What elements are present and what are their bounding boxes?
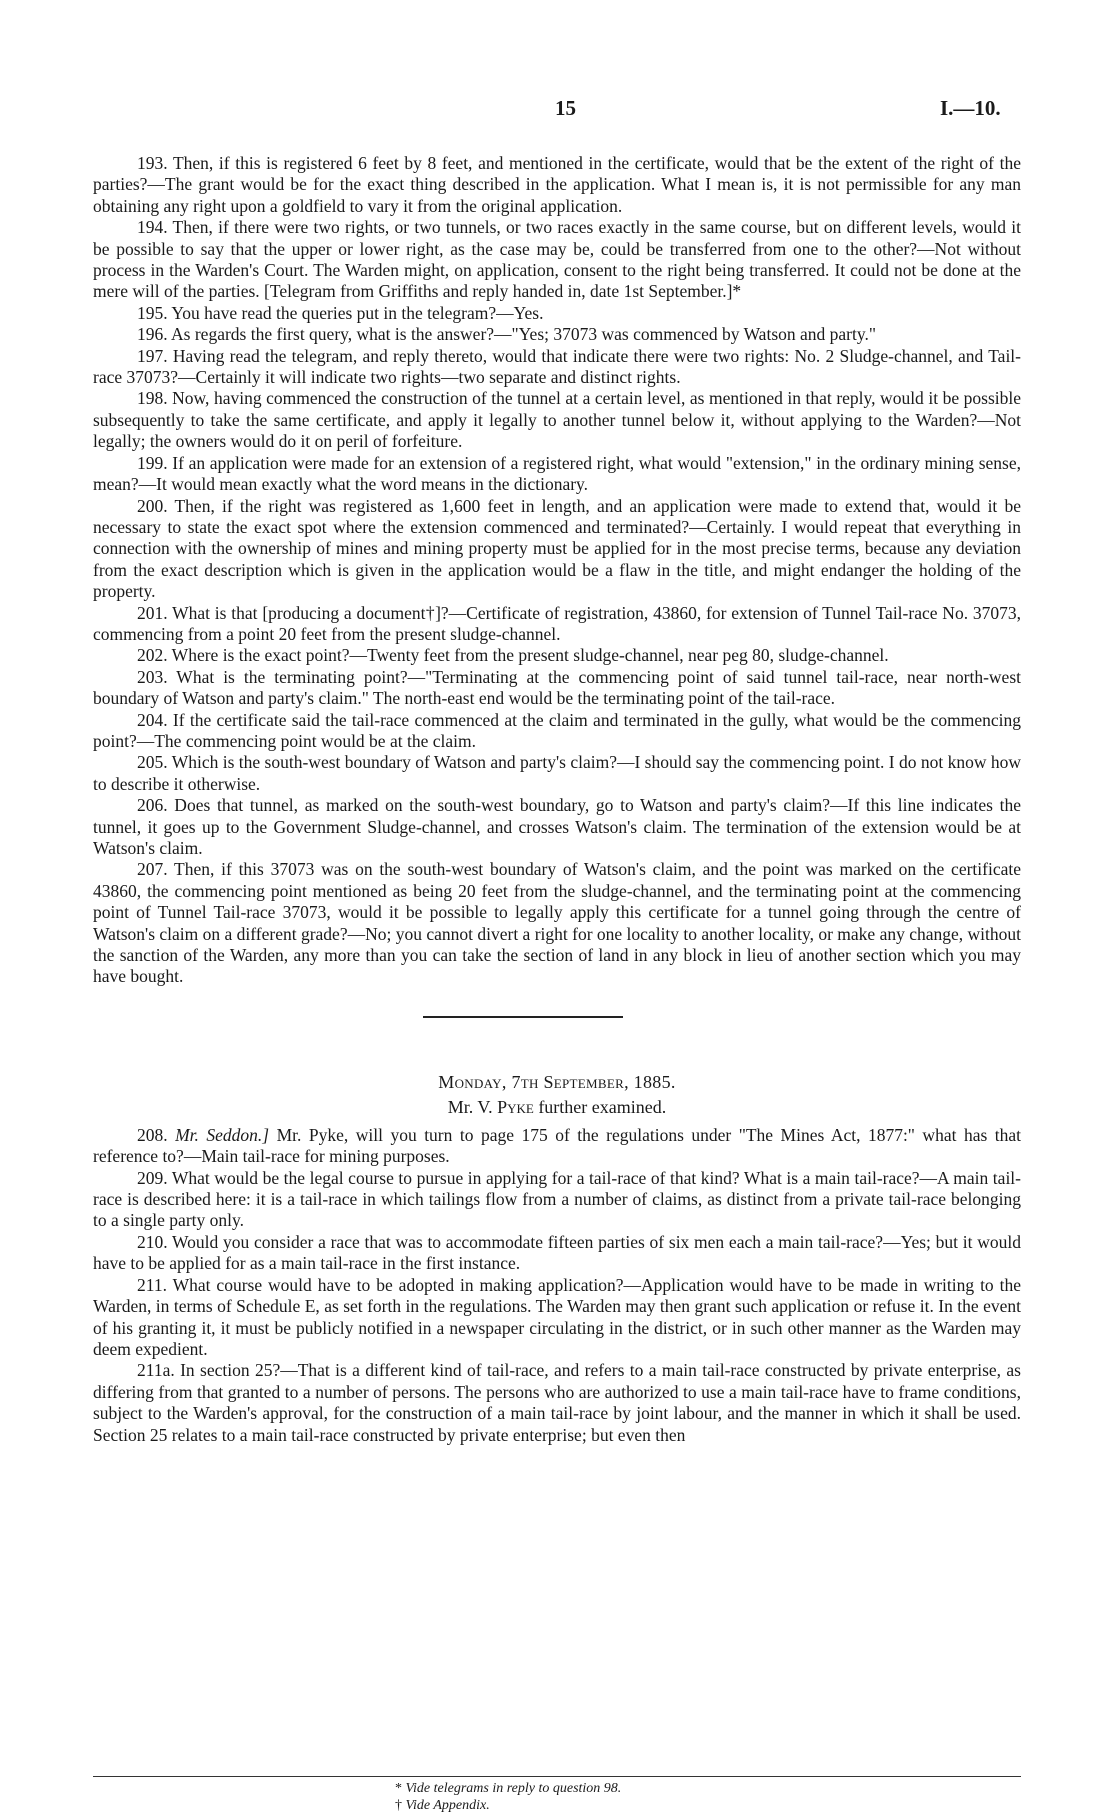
witness-heading [93,1095,1021,1119]
paragraph-194: 194. Then, if there were two rights, or two tunnels, or two races exactly in the same course, but on different levels, would it be possible to say that the upper or lower right, as the case may be, could be transferred from one to the other?—Not without process in the Warden's Court. The Warden might, on application, consent to the right being transferred. It could not be done at the mere will of the parties. [Telegram from Griffiths and reply handed in, date 1st September.]* [93,217,1021,302]
paragraph-210: 210. Would you consider a race that was to accommodate fifteen parties of six men each a main tail-race?—Yes; but it would have to be applied for as a main tail-race in the first instance. [93,1231,1021,1274]
page-reference: I.—10. [940,96,1001,120]
question-number: 208. [137,1124,168,1145]
footnote-text: Vide Appendix. [405,1798,490,1813]
paragraph-200: 200. Then, if the right was registered as 1,600 feet in length, and an application were made to extend that, would it be necessary to state the exact spot where the extension commenced and terminated?—Certainly. I would repeat that everything in connection with the ownership of mines and mining property must be applied for in the most precise terms, because any deviation from the exact description which is given in the application would be a flaw in the title, and might endanger the holding of the property. [93,495,1021,602]
witness-name: Pyke [497,1096,534,1117]
paragraph-203: 203. What is the terminating point?—"Terminating at the commencing point of said tunnel tail-race, near north-west boundary of Watson and party's claim." The north-east end would be the terminating point of the tail-race. [93,666,1021,709]
paragraph-201: 201. What is that [producing a document†]?—Certificate of registration, 43860, for extension of Tunnel Tail-race No. 37073, commencing from a point 20 feet from the present sludge-channel. [93,602,1021,644]
footnote-marker: * [395,1781,402,1796]
section-divider [423,1016,623,1018]
footnote-marker: † [395,1798,402,1813]
paragraph-204: 204. If the certificate said the tail-race commenced at the claim and terminated in the gully, what would be the commencing point?—The commencing point would be at the claim. [93,709,1021,751]
paragraph-205: 205. Which is the south-west boundary of Watson and party's claim?—I should say the commencing point. I do not know how to describe it otherwise. [93,752,1021,794]
paragraph-206: 206. Does that tunnel, as marked on the south-west boundary, go to Watson and party's claim?—If this line indicates the tunnel, it goes up to the Government Sludge-channel, and crosses Watson's claim. The termination of the extension would be at Watson's claim. [93,795,1021,858]
paragraph-208 [93,1125,1021,1168]
footnote-1 [395,1780,995,1797]
paragraph-211a: 211a. In section 25?—That is a different kind of tail-race, and refers to a main tail-race constructed by private enterprise, as differing from that granted to a number of persons. The persons who are authorized to use a main tail-race have to frame conditions, subject to the Warden's approval, for the construction of a main tail-race by joint labour, and the manner in which it shall be used. Section 25 relates to a main tail-race constructed by private enterprise; but even then [93,1360,1021,1445]
page-number: 15 [555,96,576,120]
paragraph-211: 211. What course would have to be adopted in making application?—Application would have to be made in writing to the Warden, in terms of Schedule E, as set forth in the regulations. The Warden may then grant such application or refuse it. In the event of his granting it, it must be publicly notified in a newspaper circulating in the district, or in such other manner as the Warden may deem expedient. [93,1274,1021,1359]
paragraph-207: 207. Then, if this 37073 was on the south-west boundary of Watson's claim, and the point was marked on the certificate 43860, the commencing point mentioned as being 20 feet from the sludge-channel, and the terminating point at the commencing point of Tunnel Tail-race 37073, would it be possible to legally apply this certificate for a tunnel going through the centre of Watson's claim on a different grade?—No; you cannot divert a right for one locality to another locality, or make any change, without the sanction of the Warden, any more than you can take the section of land in any block in lieu of another section which you may have bought. [93,859,1021,987]
witness-suffix: further examined. [538,1096,667,1117]
paragraph-209: 209. What would be the legal course to pursue in applying for a tail-race of that kind? What is a main tail-race?—A main tail-race is described here: it is a tail-race in which tailings flow from a number of claims, as distinct from a private tail-race belonging to a single party only. [93,1167,1021,1231]
paragraph-199: 199. If an application were made for an extension of a registered right, what would "extension," in the ordinary mining sense, mean?—It would mean exactly what the word means in the dictionary. [93,452,1021,495]
section-divider-block [93,988,1021,1017]
footnote-text: Vide telegrams in reply to question 98. [405,1781,622,1796]
witness-prefix: Mr. V. [447,1096,493,1117]
paragraph-202: 202. Where is the exact point?—Twenty feet from the present sludge-channel, near peg 80, sludge-channel. [137,645,889,666]
paragraph-195: 195. You have read the queries put in the telegram?—Yes. [137,302,544,323]
footnotes [395,1780,995,1814]
paragraph-197: 197. Having read the telegram, and reply thereto, would that indicate there were two rights: No. 2 Sludge-channel, and Tail-race 37073?—Certainly it will indicate two rights—two separate and distinct rights. [93,345,1021,388]
date-heading: Monday, 7th September, 1885. [438,1071,676,1092]
paragraph-198: 198. Now, having commenced the construction of the tunnel at a certain level, as mentioned in that reply, would it be possible subsequently to take the same certificate, and apply it legally to another tunnel below it, without applying to the Warden?—Not legally; the owners would do it on peril of forfeiture. [93,388,1021,452]
footnote-2 [395,1797,995,1814]
question-text: Mr. Pyke, will you turn to page 175 of the regulations under "The Mines Act, 1877:" what has that reference to?—Main tail-race for mining purposes. [93,1124,1021,1167]
speaker-name: Mr. Seddon.] [175,1124,270,1145]
paragraph-196: 196. As regards the first query, what is the answer?—"Yes; 37073 was commenced by Watson and party." [137,324,876,345]
main-content [93,153,1021,1446]
footnote-rule [93,1776,1021,1777]
spacer [93,1017,1021,1069]
paragraph-193: 193. Then, if this is registered 6 feet by 8 feet, and mentioned in the certificate, would that be the extent of the right of the parties?—The grant would be for the exact thing described in the application. What I mean is, it is not permissible for any man obtaining any right upon a goldfield to vary it from the original application. [93,153,1021,216]
